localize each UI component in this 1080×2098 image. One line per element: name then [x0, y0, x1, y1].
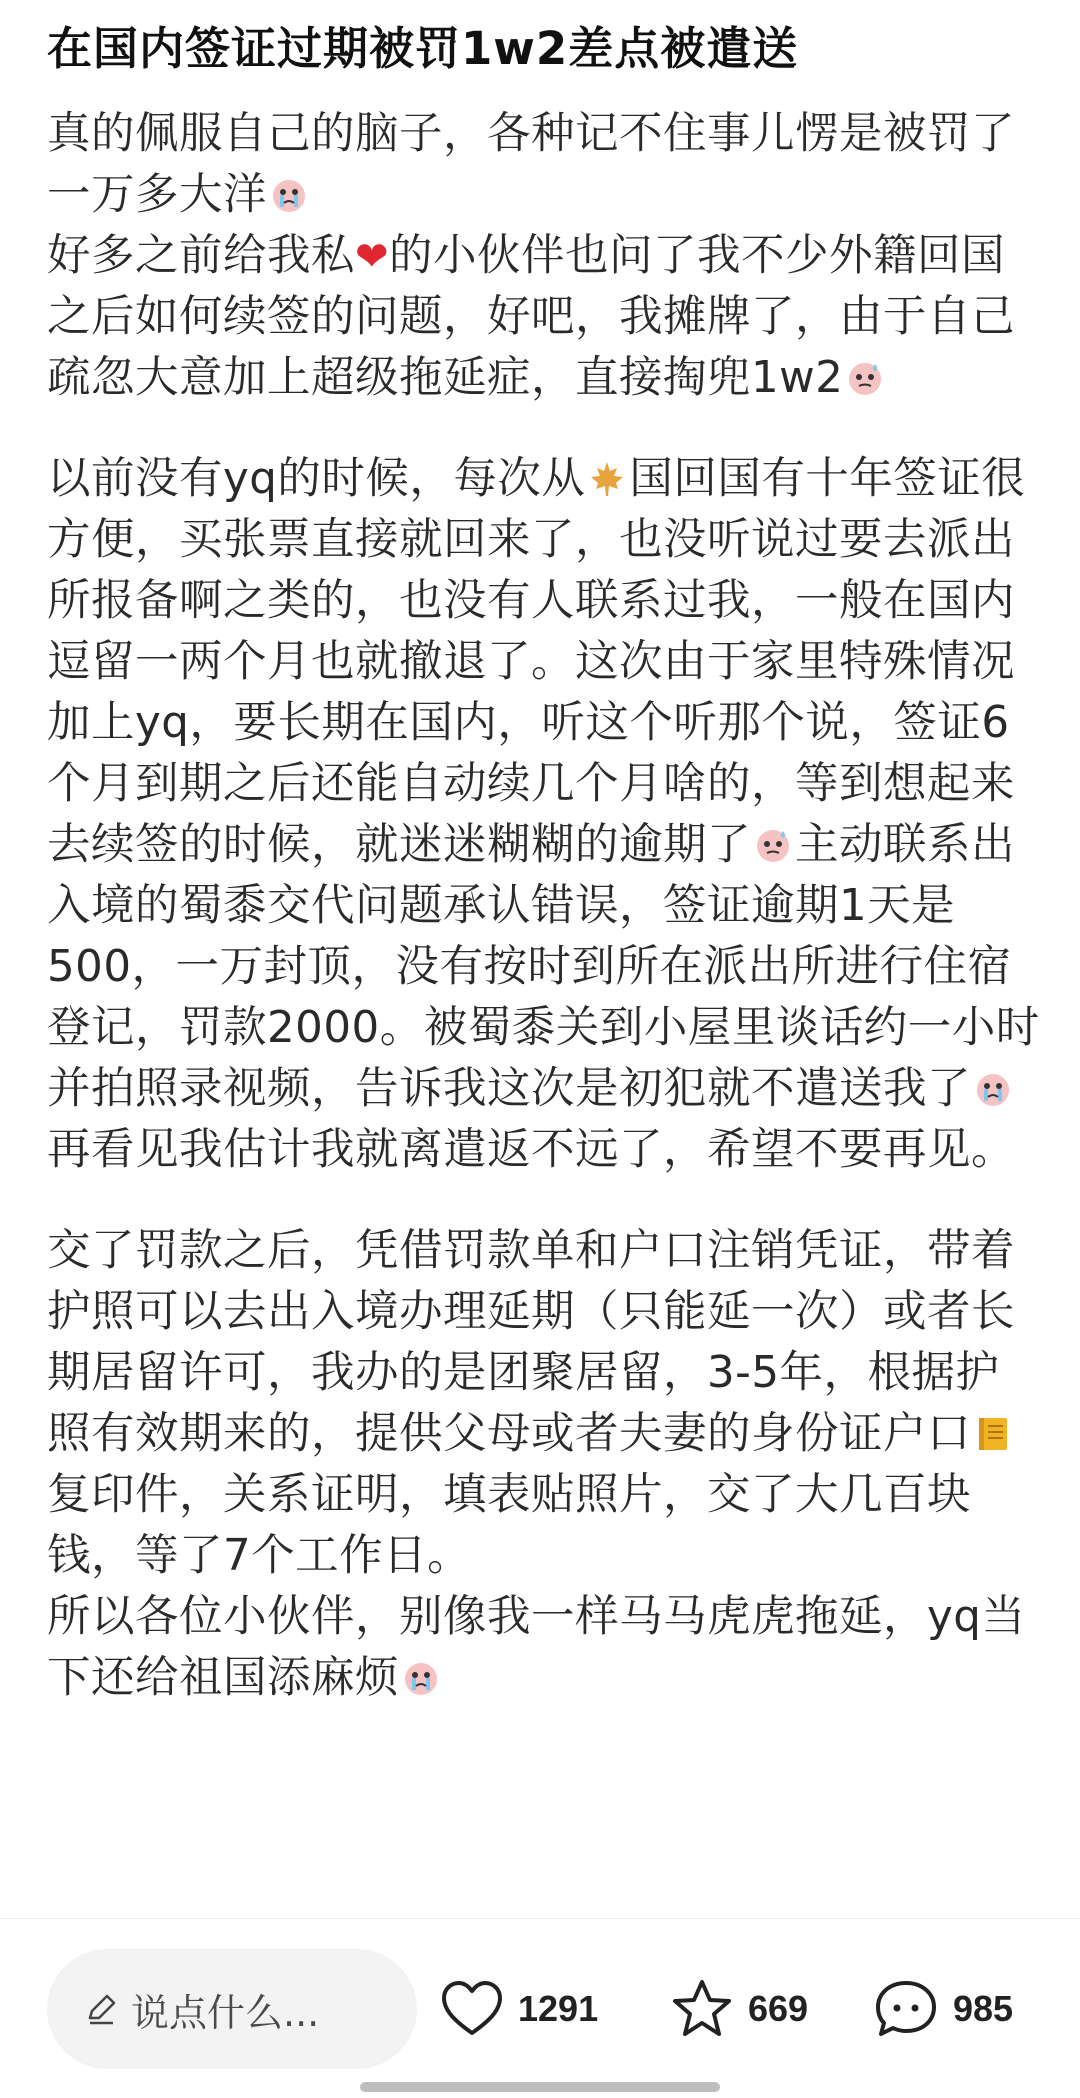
notebook-icon — [973, 1414, 1013, 1454]
text-segment: 复印件，关系证明，填表贴照片，交了大几百块钱，等了7个工作日。 — [47, 1470, 971, 1581]
text-segment: 国回国有十年签证很方便，买张票直接就回来了，也没听说过要去派出所报备啊之类的，也没有人联系过我，一般在国内逗留一两个月也就撤退了。这次由于家里特殊情况加上yq，要长期在国内，听这个听那个说，签证6个月到期之后还能自动续几个月啥的，等到想起来去续签的时候，就迷迷糊糊的逾期了 — [47, 454, 1026, 870]
heart-icon — [440, 1979, 504, 2039]
favorite-count: 669 — [748, 1988, 809, 2029]
sweat-face-icon — [753, 825, 793, 865]
bottom-action-bar — [0, 1918, 1080, 2098]
crying-face-icon — [973, 1069, 1013, 1109]
text-segment: 所以各位小伙伴，别像我一样马马虎虎拖延，yq当下还给祖国添麻烦 — [47, 1592, 1026, 1703]
maple-leaf-icon — [587, 459, 627, 499]
red-heart-icon: ❤ — [355, 234, 390, 280]
comment-input[interactable] — [47, 1949, 417, 2069]
home-indicator — [360, 2082, 720, 2092]
comment-count: 985 — [953, 1988, 1014, 2029]
post-body — [47, 104, 1043, 1709]
text-segment: 以前没有yq的时候，每次从 — [47, 454, 586, 504]
sweat-face-icon — [845, 358, 885, 398]
text-segment: 好多之前给我私 — [47, 231, 355, 281]
crying-face-icon — [269, 175, 309, 215]
text-segment: 再看见我估计我就离遣返不远了，希望不要再见。 — [47, 1125, 1015, 1175]
comment-button[interactable] — [873, 1949, 1013, 2069]
paragraph-1 — [47, 104, 1043, 409]
favorite-button[interactable] — [670, 1949, 808, 2069]
paragraph-2 — [47, 449, 1043, 1181]
chat-bubble-icon — [873, 1978, 939, 2040]
like-button[interactable] — [440, 1949, 598, 2069]
text-segment: 真的佩服自己的脑子，各种记不住事儿愣是被罚了一万多大洋 — [47, 109, 1015, 220]
like-count: 1291 — [518, 1988, 599, 2029]
text-segment: 的小伙伴也问了我不少外籍回国之后如何续签的问题，好吧，我摊牌了，由于自己疏忽大意加上超级拖延症，直接掏兜1w2 — [47, 231, 1015, 403]
paragraph-3 — [47, 1221, 1043, 1709]
post-title: 在国内签证过期被罚1w2差点被遣送 — [47, 22, 799, 75]
crying-face-icon — [401, 1658, 441, 1698]
comment-placeholder: 说点什么... — [131, 1990, 320, 2035]
text-segment: 主动联系出入境的蜀黍交代问题承认错误，签证逾期1天是500，一万封顶，没有按时到所在派出所进行住宿登记，罚款2000。被蜀黍关到小屋里谈话约一小时并拍照录视频，告诉我这次是初犯就不遣送我了 — [47, 820, 1040, 1114]
text-segment: 交了罚款之后，凭借罚款单和户口注销凭证，带着护照可以去出入境办理延期（只能延一次）或者长期居留许可，我办的是团聚居留，3-5年，根据护照有效期来的，提供父母或者夫妻的身份证户口 — [47, 1226, 1015, 1459]
pencil-icon — [83, 1991, 119, 2027]
star-icon — [670, 1978, 734, 2040]
